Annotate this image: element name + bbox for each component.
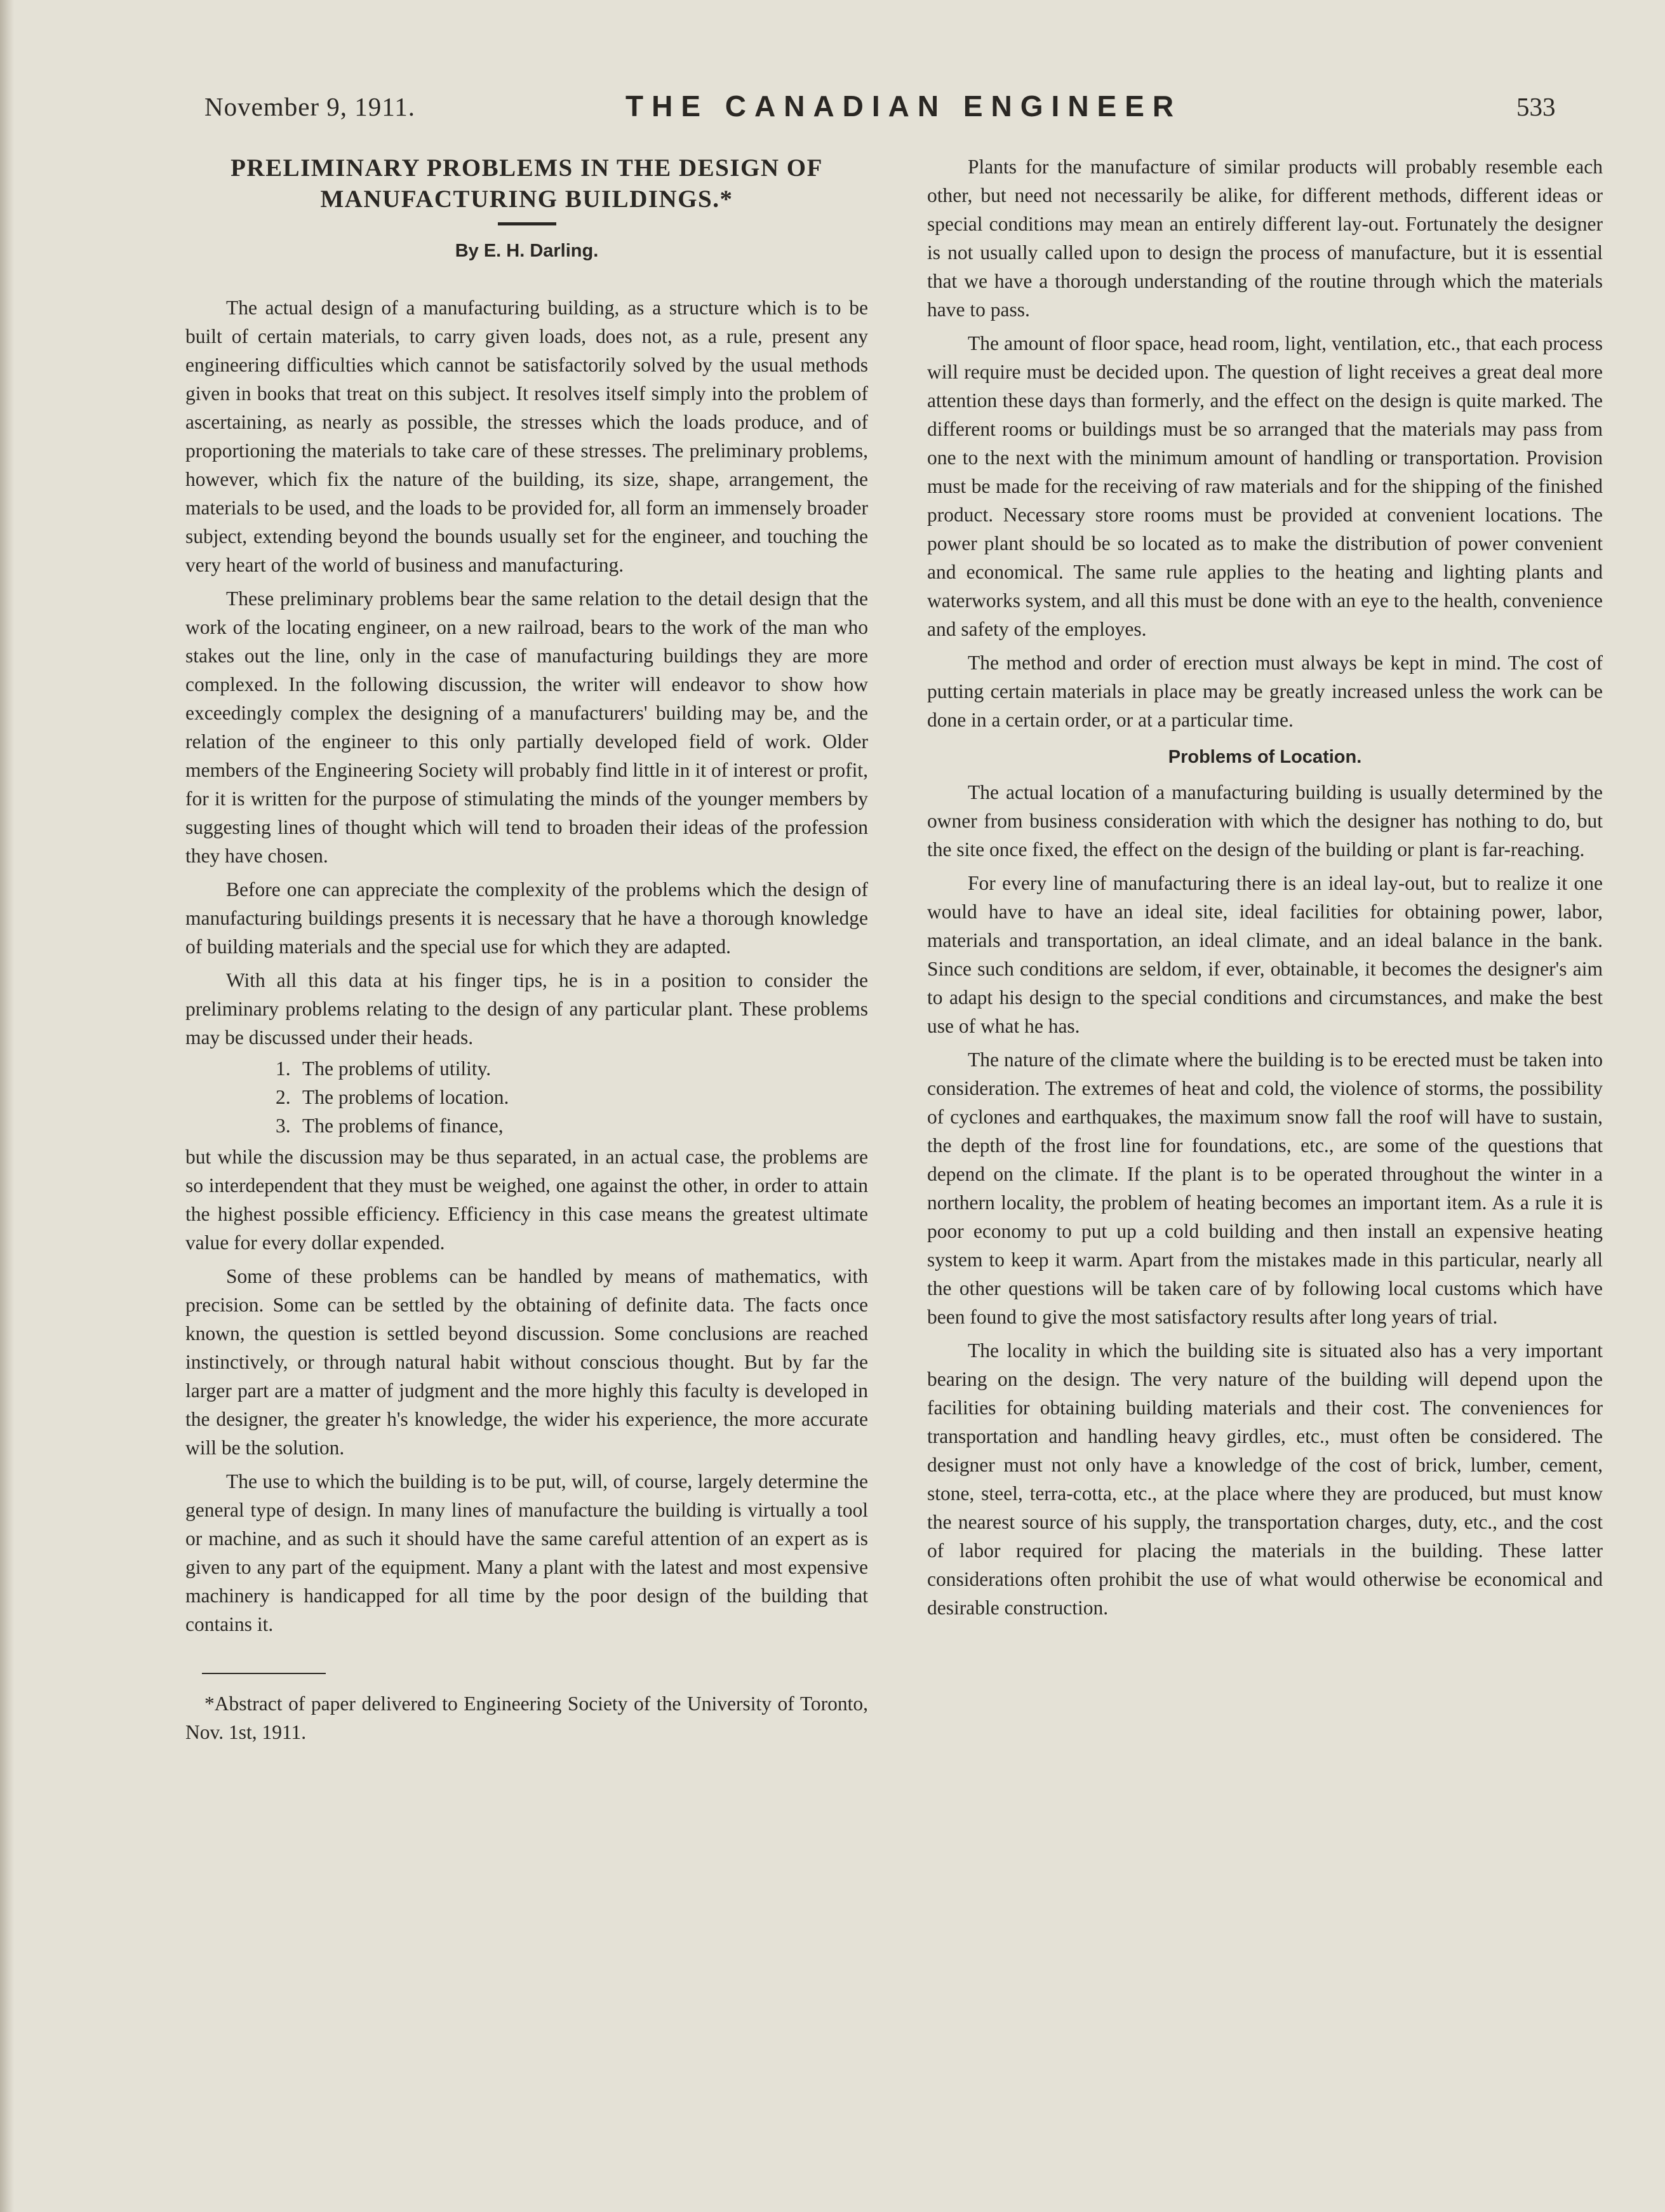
article-title-line-2: MANUFACTURING BUILDINGS.* <box>320 185 733 213</box>
paragraph: The locality in which the building site is situated also has a very important bearing on the design. The very nature of the building will depend upon the facilities for obtaining building materials and their cost. The conveniences for transportation and handling heavy girdles, etc., must often be considered. The designer must not only have a knowledge of the cost of brick, lumber, cement, stone, steel, terra-cotta, etc., at the place where they are produced, but must know the nearest source of his supply, the transportation charges, duty, etc., and the cost of labor required for placing the materials in the building. These latter considerations often prohibit the use of what would otherwise be economical and desirable construction. <box>927 1339 1603 1619</box>
issue-date: November 9, 1911. <box>204 92 416 121</box>
paragraph: The actual design of a manufacturing building, as a structure which is to be built of certain materials, to carry given loads, does not, as a rule, present any engineering difficulties which cannot be satisfactorily solved by the usual methods given in books that treat on this subject. It resolves itself simply into the problem of ascertaining, as nearly as possible, the stresses which the loads produce, and of proportioning the materials to take care of these stresses. The preliminary problems, however, which fix the nature of the building, its size, shape, arrangement, the materials to be used, and the loads to be provided for, all form an immensely broader subject, extending beyond the bounds usually set for the engineer, and touching the very heart of the world of business and manufacturing. <box>185 297 868 576</box>
paragraph: The amount of floor space, head room, light, ventilation, etc., that each process will require must be decided upon. The question of light receives a great deal more attention these days than formerly, and the effect on the design is quite marked. The different rooms or buildings must be so arranged that the materials may pass from one to the next with the minimum amount of handling or transportation. Provision must be made for the receiving of raw materials and for the shipping of the finished product. Necessary store rooms must be provided at convenient locations. The power plant should be so located as to make the distribution of power convenient and economical. The same rule applies to the heating and lighting plants and waterworks system, and all this must be done with an eye to the health, convenience and safety of the employes. <box>927 332 1603 640</box>
paragraph: The method and order of erection must always be kept in mind. The cost of putting certain materials in place may be greatly increased unless the work can be done in a certain order, or at a particular time. <box>927 652 1603 731</box>
paragraph: The actual location of a manufacturing building is usually determined by the owner from business consideration with which the designer has nothing to do, but the site once fixed, the effect on the design of the building or plant is far-reaching. <box>927 781 1603 861</box>
paragraph: The use to which the building is to be put, will, of course, largely determine the general type of design. In many lines of manufacture the building is virtually a tool or machine, and as such it should have the same careful attention of an expert as is given to any part of the equipment. Many a plant with the latest and most expensive machinery is handicapped for all time by the poor design of the building that contains it. <box>185 1470 868 1635</box>
journal-title: THE CANADIAN ENGINEER <box>625 90 1182 123</box>
section-heading-location: Problems of Location. <box>1168 747 1362 767</box>
left-column <box>185 152 868 1746</box>
paragraph: The nature of the climate where the building is to be erected must be taken into consideration. The extremes of heat and cold, the violence of storms, the possibility of cyclones and earthquakes, the maximum snow fall the roof will have to sustain, the depth of the frost line for foundations, etc., are some of the questions that depend on the climate. If the plant is to be operated throughout the winter in a northern locality, the problem of heating becomes an important item. As a rule it is poor economy to put up a cold building and then install an expensive heating system to keep it warm. Apart from the mistakes made in this particular, nearly all the other questions will be taken care of by following local customs which have been found to give the most satisfactory results after long years of trial. <box>927 1049 1603 1328</box>
list-item: 2. The problems of location. <box>276 1086 509 1108</box>
title-rule <box>498 222 556 225</box>
page-number: 533 <box>1516 92 1556 121</box>
paragraph: With all this data at his finger tips, he is in a position to consider the preliminary problems relating to the design of any particular plant. These problems may be discussed under their heads. <box>185 969 868 1049</box>
list-item: 1. The problems of utility. <box>276 1057 491 1080</box>
paragraph: Plants for the manufacture of similar products will probably resemble each other, but need not necessarily be alike, for different methods, different ideas or special conditions may mean an entirely different lay-out. Fortunately the designer is not usually called upon to design the process of manufacture, but it is essential that we have a thorough understanding of the routine through which the materials have to pass. <box>927 156 1603 321</box>
paragraph: Before one can appreciate the complexity of the problems which the design of manufacturing buildings presents it is necessary that he have a thorough knowledge of building materials and the special use for which they are adapted. <box>185 878 868 958</box>
paragraph: but while the discussion may be thus separated, in an actual case, the problems are so interdependent that they must be weighed, one against the other, in order to attain the highest possible efficiency. Efficiency in this case means the greatest ultimate value for every dollar expended. <box>185 1146 868 1254</box>
running-header <box>0 89 1665 133</box>
list-item: 3. The problems of finance, <box>276 1115 504 1137</box>
problems-list <box>276 1054 868 1140</box>
article-title-line-1: PRELIMINARY PROBLEMS IN THE DESIGN OF <box>231 154 823 182</box>
footnote: *Abstract of paper delivered to Engineering Society of the University of Toronto, Nov. 1st, 1911. <box>185 1693 868 1743</box>
article-title <box>185 152 868 215</box>
paragraph: Some of these problems can be handled by means of mathematics, with precision. Some can be settled by the obtaining of definite data. The facts once known, the question is settled beyond discussion. Some conclusions are reached instinctively, or through natural habit without conscious thought. But by far the larger part are a matter of judgment and the more highly this faculty is developed in the designer, the greater h's knowledge, the wider his experience, the more accurate will be the solution. <box>185 1265 868 1459</box>
paragraph: These preliminary problems bear the same relation to the detail design that the work of the locating engineer, on a new railroad, bears to the work of the man who stakes out the line, only in the case of manufacturing buildings they are more complexed. In the following discussion, the writer will endeavor to show how exceedingly complex the designing of a manufacturers' building may be, and the relation of the engineer to this only partially developed field of work. Older members of the Engineering Society will probably find little in it of interest or profit, for it is written for the purpose of stimulating the minds of the younger members by suggesting lines of thought which will tend to broaden their ideas of the profession they have chosen. <box>185 587 868 867</box>
byline: By E. H. Darling. <box>455 241 599 261</box>
page-binding-edge <box>0 0 14 2212</box>
right-column <box>927 152 1603 1622</box>
paragraph: For every line of manufacturing there is an ideal lay-out, but to realize it one would have to have an ideal site, ideal facilities for obtaining power, labor, materials and transportation, an ideal climate, and an ideal balance in the bank. Since such conditions are seldom, if ever, obtainable, it becomes the designer's aim to adapt his design to the special conditions and circumstances, and make the best use of what he has. <box>927 872 1603 1037</box>
footnote-rule <box>202 1673 326 1674</box>
